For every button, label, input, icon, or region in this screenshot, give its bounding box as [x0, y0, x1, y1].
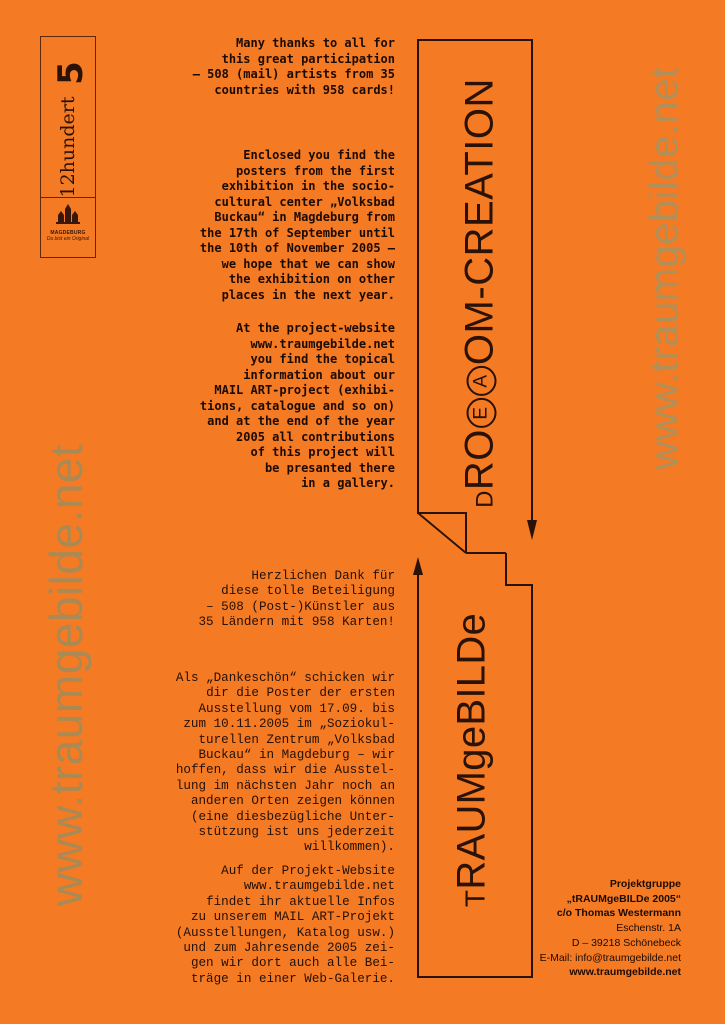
logo-divider	[41, 197, 95, 198]
logo-city-name: MAGDEBURG	[50, 230, 86, 236]
title-dream-creation	[458, 78, 503, 508]
up-arrow-icon	[413, 557, 423, 575]
title-upper-rest: M-CREATION	[457, 78, 502, 334]
logo-text: 12hundert	[57, 96, 79, 198]
german-website: Auf der Projekt-Website www.traumgebilde.net findet ihr aktuelle Infos zu unserem MAIL ART-Projekt (Ausstellungen, Katalog usw.) und zum Jahresende 2005 zei- gen wir dort auch alle Bei- träge in einer Web-Galerie.	[175, 864, 395, 986]
contact-city: D – 39218 Schönebeck	[571, 936, 681, 949]
cathedral-icon	[55, 203, 81, 225]
title-upper-r: R	[457, 460, 502, 491]
contact-email: E-Mail: info@traumgebilde.net	[539, 951, 681, 964]
contact-web: www.traumgebilde.net	[569, 966, 681, 979]
contact-block	[481, 877, 681, 980]
magdeburg-logo	[44, 203, 92, 251]
contact-project: „tRAUMgeBILDe 2005“	[566, 892, 681, 905]
contact-group: Projektgruppe	[609, 878, 681, 890]
watermark-url-left: www.traumgebilde.net	[40, 443, 92, 907]
title-lower-small-t: T	[459, 889, 491, 908]
title-lower-rest: RAUMgeBILDe	[449, 612, 494, 890]
logo-city-slogan: Du bist ein Original	[46, 236, 90, 242]
title-upper-o1: O	[457, 429, 502, 461]
down-arrow-icon	[527, 520, 537, 540]
logo-12hundert5	[40, 36, 96, 258]
english-website: At the project-website www.traumgebilde.net you find the topical information about our MAIL ART-project (exhibi- tions, catalogue and so on) and at the end of the year 2005 all contributions of this project will be presanted there in a gallery.	[199, 321, 395, 490]
german-dankeschoen: Als „Dankeschön“ schicken wir dir die Poster der ersten Ausstellung vom 17.09. bis zum 10.11.2005 im „Soziokul- turellen Zentrum „Volksbad Buckau“ in Magdeburg – wir hoffen, dass wir die Ausstel- lung im nächsten Jahr noch an anderen Orten zeigen können (eine diesbezügliche Unter- stützung ist uns jederzeit willkommen).	[175, 671, 395, 855]
contact-co: c/o Thomas Westermann	[556, 907, 681, 920]
title-upper-o2: O	[457, 333, 502, 366]
title-upper-circled-e: E	[467, 398, 497, 428]
title-upper-small-d: D	[471, 490, 499, 508]
german-thanks: Herzlichen Dank für diese tolle Beteiligung – 508 (Post-)Künstler aus 35 Ländern mit 958 Karten!	[198, 569, 395, 630]
title-upper-circled-a: A	[467, 366, 497, 396]
contact-street: Eschenstr. 1A	[616, 922, 681, 935]
diagonal-upper	[418, 513, 466, 553]
english-enclosed: Enclosed you find the posters from the first exhibition in the socio- cultural center „Volksbad Buckau“ in Magdeburg from the 17th of September until the 10th of November 2005 – we hope that we can show the exhibition on other places in the next year.	[199, 148, 395, 302]
english-thanks: Many thanks to all for this great participation – 508 (mail) artists from 35 countries with 958 cards!	[192, 36, 395, 97]
title-traumgebilde	[450, 613, 495, 907]
watermark-url-right: www.traumgebilde.net	[642, 66, 687, 470]
logo-number: 5	[51, 61, 91, 85]
